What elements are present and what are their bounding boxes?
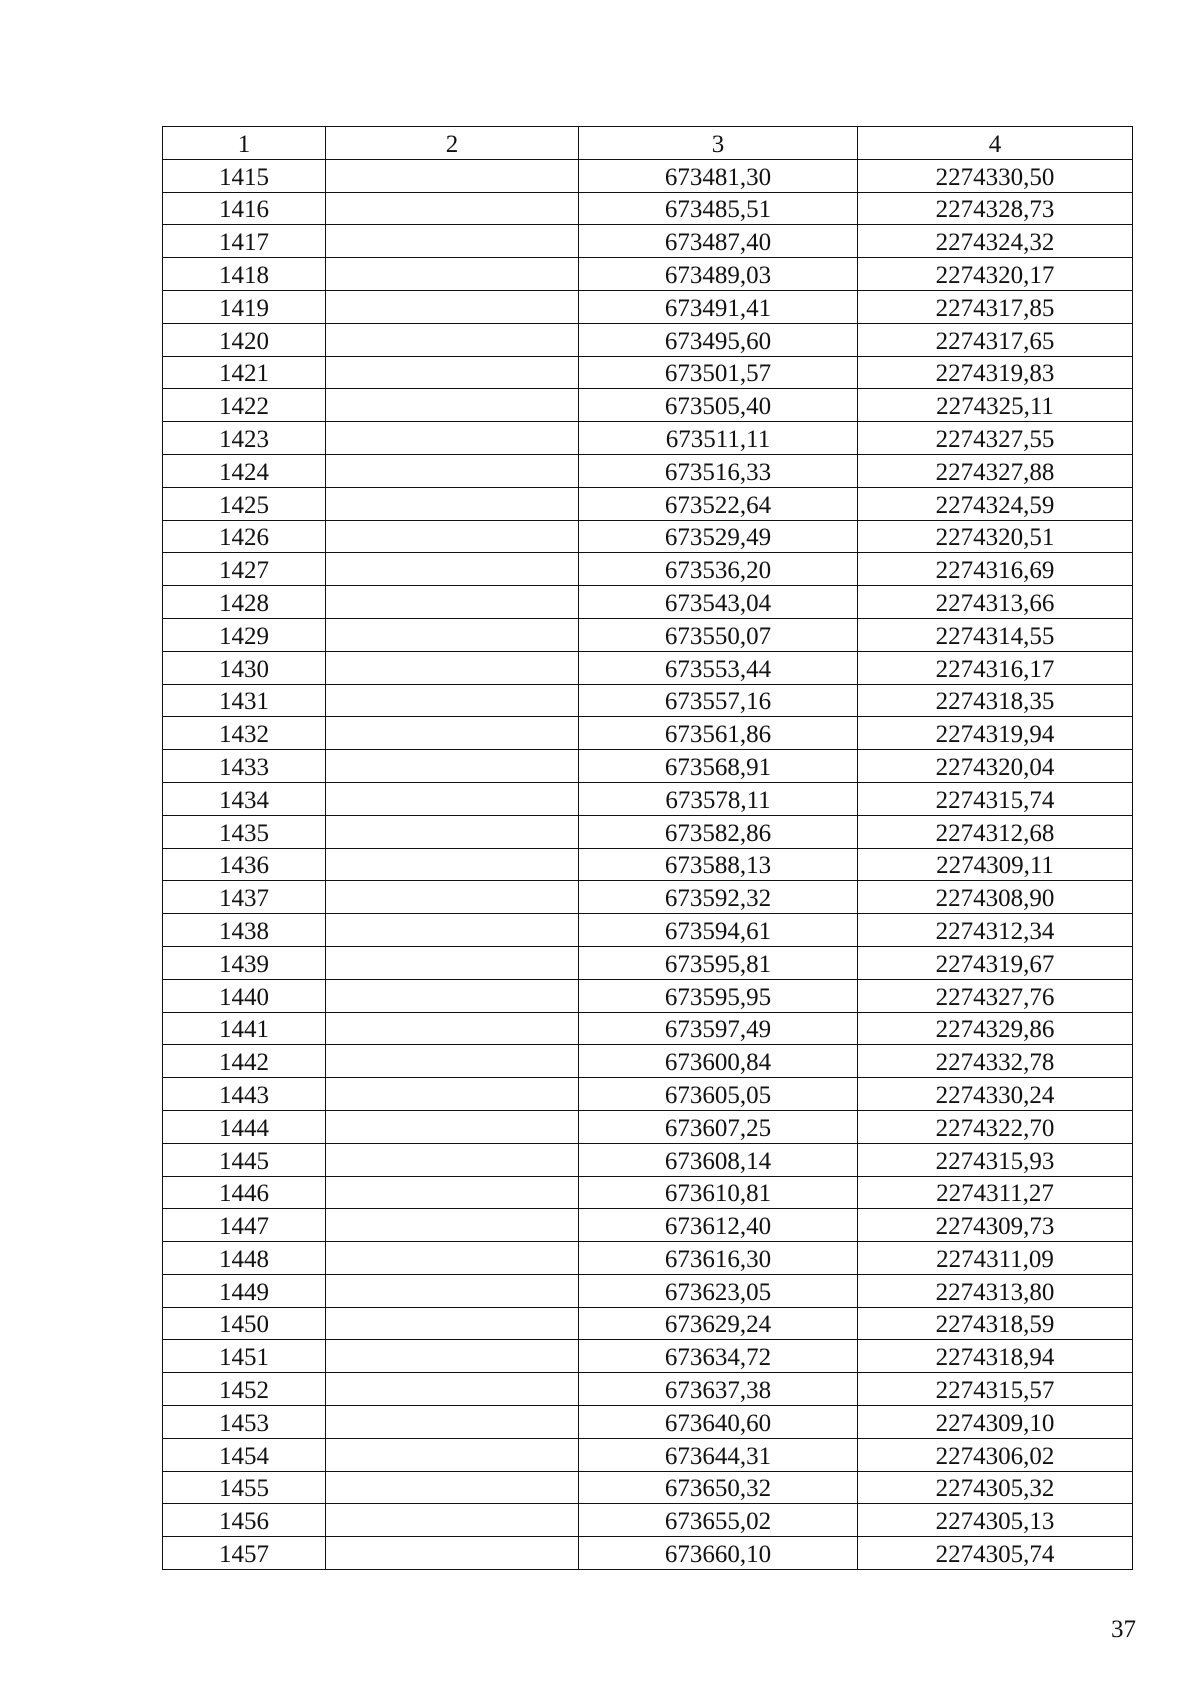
y-coordinate-cell: 2274315,57 (858, 1373, 1133, 1406)
y-coordinate-cell: 2274318,94 (858, 1340, 1133, 1373)
x-coordinate-cell: 673543,04 (579, 586, 858, 619)
y-coordinate-cell: 2274311,09 (858, 1242, 1133, 1275)
header-row (163, 127, 1133, 160)
y-coordinate-cell: 2274320,17 (858, 258, 1133, 291)
x-coordinate-cell: 673608,14 (579, 1143, 858, 1176)
table-row (163, 618, 1133, 651)
description-cell (326, 684, 579, 717)
table-row (163, 782, 1133, 815)
table-row (163, 848, 1133, 881)
y-coordinate-cell: 2274317,85 (858, 290, 1133, 323)
point-number-cell: 1424 (163, 454, 326, 487)
y-coordinate-cell: 2274330,50 (858, 159, 1133, 192)
y-coordinate-cell: 2274325,11 (858, 389, 1133, 422)
y-coordinate-cell: 2274305,13 (858, 1504, 1133, 1537)
table-row (163, 1307, 1133, 1340)
y-coordinate-cell: 2274317,65 (858, 323, 1133, 356)
x-coordinate-cell: 673588,13 (579, 848, 858, 881)
point-number-cell: 1433 (163, 750, 326, 783)
description-cell (326, 520, 579, 553)
x-coordinate-cell: 673600,84 (579, 1045, 858, 1078)
point-number-cell: 1431 (163, 684, 326, 717)
description-cell (326, 848, 579, 881)
y-coordinate-cell: 2274315,93 (858, 1143, 1133, 1176)
point-number-cell: 1443 (163, 1078, 326, 1111)
table-row (163, 290, 1133, 323)
x-coordinate-cell: 673637,38 (579, 1373, 858, 1406)
y-coordinate-cell: 2274327,55 (858, 422, 1133, 455)
y-coordinate-cell: 2274314,55 (858, 618, 1133, 651)
y-coordinate-cell: 2274306,02 (858, 1438, 1133, 1471)
table-row (163, 1471, 1133, 1504)
x-coordinate-cell: 673660,10 (579, 1537, 858, 1570)
table-row (163, 1045, 1133, 1078)
x-coordinate-cell: 673553,44 (579, 651, 858, 684)
point-number-cell: 1430 (163, 651, 326, 684)
table-row (163, 946, 1133, 979)
x-coordinate-cell: 673640,60 (579, 1406, 858, 1439)
description-cell (326, 1307, 579, 1340)
x-coordinate-cell: 673592,32 (579, 881, 858, 914)
table-row (163, 258, 1133, 291)
x-coordinate-cell: 673634,72 (579, 1340, 858, 1373)
description-cell (326, 389, 579, 422)
x-coordinate-cell: 673655,02 (579, 1504, 858, 1537)
table-row (163, 815, 1133, 848)
x-coordinate-cell: 673582,86 (579, 815, 858, 848)
point-number-cell: 1416 (163, 192, 326, 225)
table-row (163, 553, 1133, 586)
description-cell (326, 1274, 579, 1307)
description-cell (326, 159, 579, 192)
table-row (163, 1242, 1133, 1275)
x-coordinate-cell: 673511,11 (579, 422, 858, 455)
point-number-cell: 1415 (163, 159, 326, 192)
x-coordinate-cell: 673605,05 (579, 1078, 858, 1111)
table-row (163, 881, 1133, 914)
table-row (163, 454, 1133, 487)
description-cell (326, 1504, 579, 1537)
table-row (163, 1438, 1133, 1471)
table-row (163, 717, 1133, 750)
description-cell (326, 750, 579, 783)
description-cell (326, 323, 579, 356)
table-row (163, 1406, 1133, 1439)
x-coordinate-cell: 673568,91 (579, 750, 858, 783)
description-cell (326, 1176, 579, 1209)
point-number-cell: 1428 (163, 586, 326, 619)
x-coordinate-cell: 673610,81 (579, 1176, 858, 1209)
y-coordinate-cell: 2274316,17 (858, 651, 1133, 684)
x-coordinate-cell: 673616,30 (579, 1242, 858, 1275)
table-row (163, 487, 1133, 520)
x-coordinate-cell: 673597,49 (579, 1012, 858, 1045)
table-row (163, 1110, 1133, 1143)
description-cell (326, 1373, 579, 1406)
point-number-cell: 1435 (163, 815, 326, 848)
y-coordinate-cell: 2274312,68 (858, 815, 1133, 848)
x-coordinate-cell: 673489,03 (579, 258, 858, 291)
point-number-cell: 1438 (163, 914, 326, 947)
description-cell (326, 1537, 579, 1570)
coordinates-table (162, 126, 1133, 1570)
y-coordinate-cell: 2274329,86 (858, 1012, 1133, 1045)
point-number-cell: 1423 (163, 422, 326, 455)
description-cell (326, 1012, 579, 1045)
x-coordinate-cell: 673607,25 (579, 1110, 858, 1143)
table-body (163, 159, 1133, 1569)
point-number-cell: 1444 (163, 1110, 326, 1143)
y-coordinate-cell: 2274319,94 (858, 717, 1133, 750)
x-coordinate-cell: 673536,20 (579, 553, 858, 586)
table-header (163, 127, 1133, 160)
point-number-cell: 1427 (163, 553, 326, 586)
y-coordinate-cell: 2274305,74 (858, 1537, 1133, 1570)
x-coordinate-cell: 673612,40 (579, 1209, 858, 1242)
x-coordinate-cell: 673557,16 (579, 684, 858, 717)
point-number-cell: 1456 (163, 1504, 326, 1537)
y-coordinate-cell: 2274319,83 (858, 356, 1133, 389)
table-row (163, 422, 1133, 455)
table-row (163, 651, 1133, 684)
table-row (163, 979, 1133, 1012)
x-coordinate-cell: 673595,81 (579, 946, 858, 979)
y-coordinate-cell: 2274309,10 (858, 1406, 1133, 1439)
point-number-cell: 1419 (163, 290, 326, 323)
table-row (163, 389, 1133, 422)
point-number-cell: 1437 (163, 881, 326, 914)
y-coordinate-cell: 2274308,90 (858, 881, 1133, 914)
y-coordinate-cell: 2274330,24 (858, 1078, 1133, 1111)
page-number: 37 (1111, 1616, 1136, 1643)
table-row (163, 1373, 1133, 1406)
y-coordinate-cell: 2274309,11 (858, 848, 1133, 881)
description-cell (326, 1110, 579, 1143)
x-coordinate-cell: 673495,60 (579, 323, 858, 356)
x-coordinate-cell: 673491,41 (579, 290, 858, 323)
y-coordinate-cell: 2274327,76 (858, 979, 1133, 1012)
x-coordinate-cell: 673623,05 (579, 1274, 858, 1307)
point-number-cell: 1451 (163, 1340, 326, 1373)
table-row (163, 1209, 1133, 1242)
description-cell (326, 192, 579, 225)
point-number-cell: 1418 (163, 258, 326, 291)
description-cell (326, 1242, 579, 1275)
table-row (163, 1340, 1133, 1373)
description-cell (326, 1438, 579, 1471)
description-cell (326, 651, 579, 684)
point-number-cell: 1434 (163, 782, 326, 815)
description-cell (326, 225, 579, 258)
table-row (163, 1504, 1133, 1537)
table-row (163, 1537, 1133, 1570)
y-coordinate-cell: 2274315,74 (858, 782, 1133, 815)
x-coordinate-cell: 673481,30 (579, 159, 858, 192)
x-coordinate-cell: 673650,32 (579, 1471, 858, 1504)
x-coordinate-cell: 673529,49 (579, 520, 858, 553)
column-header-1: 1 (163, 127, 326, 160)
column-header-3: 3 (579, 127, 858, 160)
column-header-2: 2 (326, 127, 579, 160)
point-number-cell: 1426 (163, 520, 326, 553)
table-row (163, 159, 1133, 192)
description-cell (326, 553, 579, 586)
description-cell (326, 586, 579, 619)
point-number-cell: 1417 (163, 225, 326, 258)
y-coordinate-cell: 2274316,69 (858, 553, 1133, 586)
table-row (163, 323, 1133, 356)
point-number-cell: 1457 (163, 1537, 326, 1570)
description-cell (326, 1406, 579, 1439)
point-number-cell: 1445 (163, 1143, 326, 1176)
x-coordinate-cell: 673516,33 (579, 454, 858, 487)
description-cell (326, 1143, 579, 1176)
point-number-cell: 1448 (163, 1242, 326, 1275)
x-coordinate-cell: 673487,40 (579, 225, 858, 258)
description-cell (326, 914, 579, 947)
description-cell (326, 290, 579, 323)
table-row (163, 225, 1133, 258)
table-row (163, 1012, 1133, 1045)
y-coordinate-cell: 2274311,27 (858, 1176, 1133, 1209)
description-cell (326, 815, 579, 848)
point-number-cell: 1453 (163, 1406, 326, 1439)
point-number-cell: 1439 (163, 946, 326, 979)
point-number-cell: 1449 (163, 1274, 326, 1307)
y-coordinate-cell: 2274320,51 (858, 520, 1133, 553)
table-row (163, 914, 1133, 947)
x-coordinate-cell: 673644,31 (579, 1438, 858, 1471)
table-row (163, 1274, 1133, 1307)
x-coordinate-cell: 673561,86 (579, 717, 858, 750)
point-number-cell: 1442 (163, 1045, 326, 1078)
point-number-cell: 1452 (163, 1373, 326, 1406)
description-cell (326, 881, 579, 914)
description-cell (326, 1340, 579, 1373)
point-number-cell: 1446 (163, 1176, 326, 1209)
column-header-4: 4 (858, 127, 1133, 160)
x-coordinate-cell: 673629,24 (579, 1307, 858, 1340)
x-coordinate-cell: 673505,40 (579, 389, 858, 422)
description-cell (326, 258, 579, 291)
point-number-cell: 1447 (163, 1209, 326, 1242)
point-number-cell: 1436 (163, 848, 326, 881)
x-coordinate-cell: 673550,07 (579, 618, 858, 651)
table-row (163, 1143, 1133, 1176)
table-row (163, 586, 1133, 619)
table-row (163, 1078, 1133, 1111)
y-coordinate-cell: 2274305,32 (858, 1471, 1133, 1504)
point-number-cell: 1422 (163, 389, 326, 422)
y-coordinate-cell: 2274332,78 (858, 1045, 1133, 1078)
y-coordinate-cell: 2274328,73 (858, 192, 1133, 225)
y-coordinate-cell: 2274319,67 (858, 946, 1133, 979)
point-number-cell: 1450 (163, 1307, 326, 1340)
point-number-cell: 1425 (163, 487, 326, 520)
description-cell (326, 487, 579, 520)
x-coordinate-cell: 673578,11 (579, 782, 858, 815)
y-coordinate-cell: 2274318,35 (858, 684, 1133, 717)
x-coordinate-cell: 673594,61 (579, 914, 858, 947)
point-number-cell: 1454 (163, 1438, 326, 1471)
description-cell (326, 717, 579, 750)
y-coordinate-cell: 2274318,59 (858, 1307, 1133, 1340)
description-cell (326, 356, 579, 389)
y-coordinate-cell: 2274309,73 (858, 1209, 1133, 1242)
table-row (163, 1176, 1133, 1209)
point-number-cell: 1455 (163, 1471, 326, 1504)
x-coordinate-cell: 673485,51 (579, 192, 858, 225)
description-cell (326, 1045, 579, 1078)
description-cell (326, 422, 579, 455)
description-cell (326, 1471, 579, 1504)
description-cell (326, 946, 579, 979)
point-number-cell: 1440 (163, 979, 326, 1012)
y-coordinate-cell: 2274322,70 (858, 1110, 1133, 1143)
y-coordinate-cell: 2274320,04 (858, 750, 1133, 783)
y-coordinate-cell: 2274327,88 (858, 454, 1133, 487)
point-number-cell: 1421 (163, 356, 326, 389)
table-row (163, 520, 1133, 553)
point-number-cell: 1441 (163, 1012, 326, 1045)
x-coordinate-cell: 673522,64 (579, 487, 858, 520)
y-coordinate-cell: 2274313,66 (858, 586, 1133, 619)
x-coordinate-cell: 673595,95 (579, 979, 858, 1012)
point-number-cell: 1420 (163, 323, 326, 356)
table-row (163, 750, 1133, 783)
description-cell (326, 1209, 579, 1242)
table-row (163, 192, 1133, 225)
description-cell (326, 782, 579, 815)
description-cell (326, 1078, 579, 1111)
x-coordinate-cell: 673501,57 (579, 356, 858, 389)
y-coordinate-cell: 2274324,59 (858, 487, 1133, 520)
y-coordinate-cell: 2274324,32 (858, 225, 1133, 258)
description-cell (326, 618, 579, 651)
description-cell (326, 979, 579, 1012)
y-coordinate-cell: 2274312,34 (858, 914, 1133, 947)
description-cell (326, 454, 579, 487)
y-coordinate-cell: 2274313,80 (858, 1274, 1133, 1307)
table-row (163, 356, 1133, 389)
point-number-cell: 1429 (163, 618, 326, 651)
point-number-cell: 1432 (163, 717, 326, 750)
table-row (163, 684, 1133, 717)
